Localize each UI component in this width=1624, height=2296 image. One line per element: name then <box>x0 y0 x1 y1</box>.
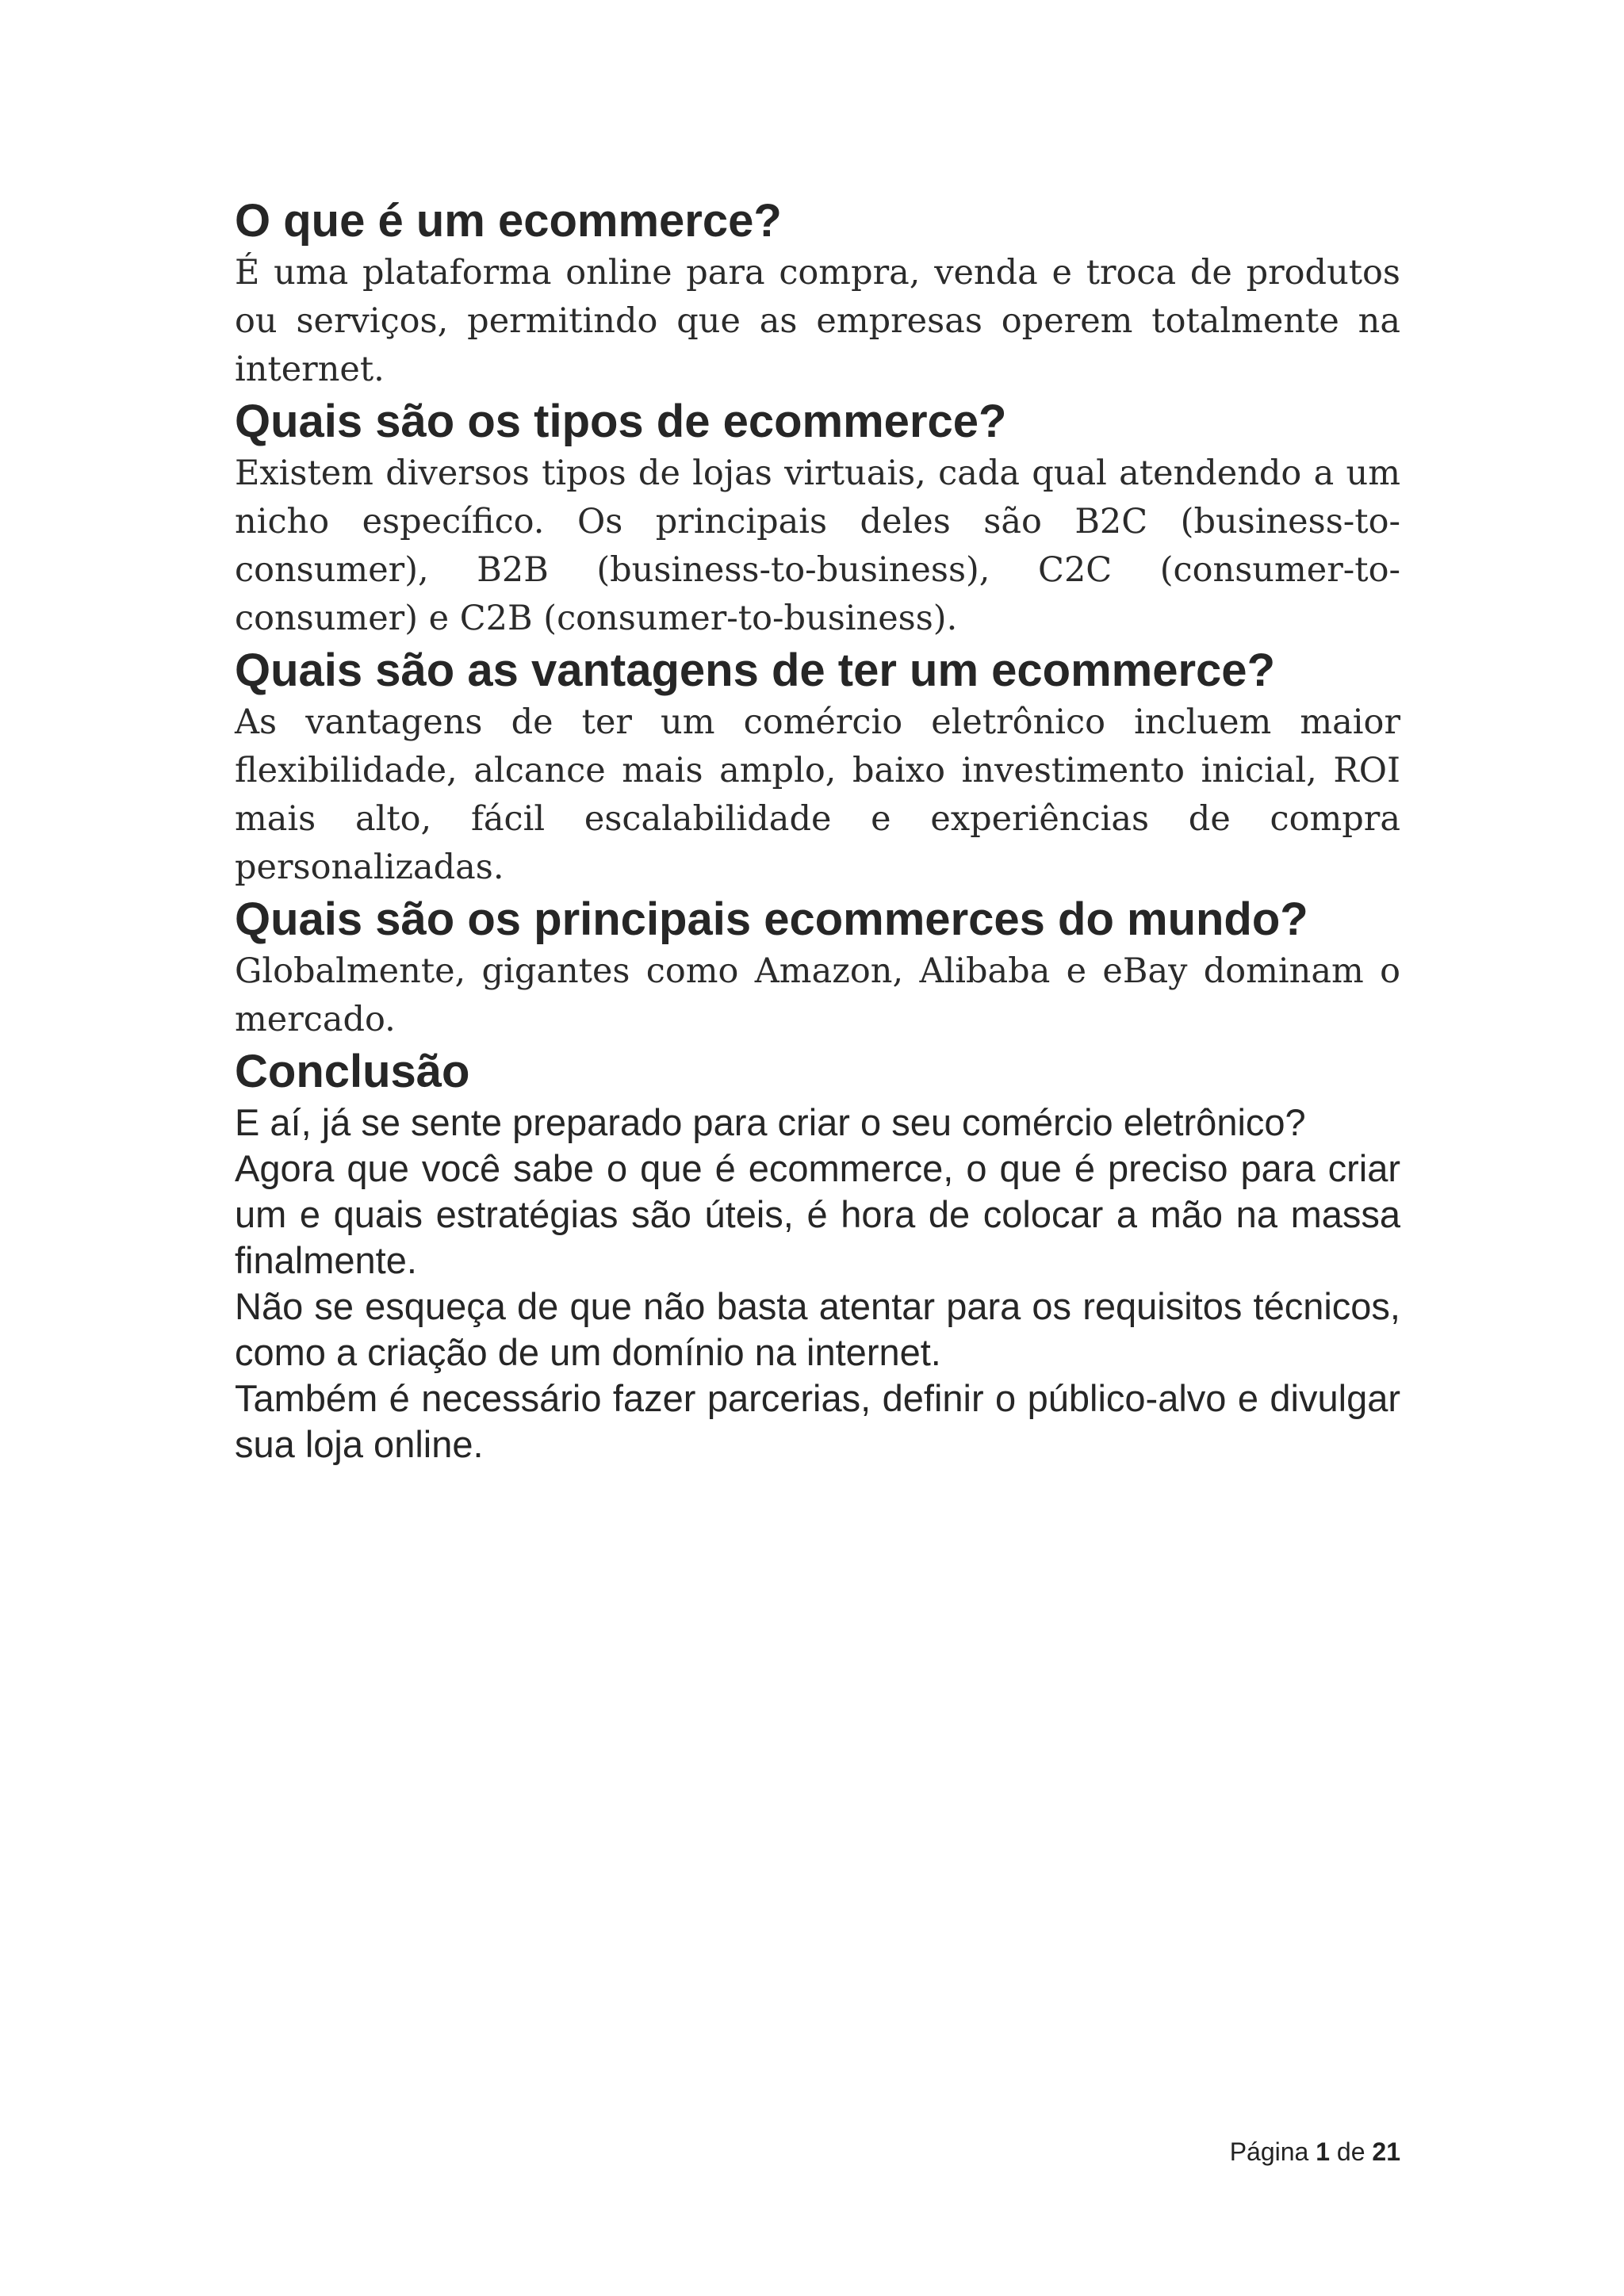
document-content <box>235 193 1400 1468</box>
conclusion-paragraph: Não se esqueça de que não basta atentar para os requisitos técnicos, como a criação de um domínio na internet. <box>235 1285 1400 1373</box>
total-pages-number: 21 <box>1372 2137 1400 2166</box>
section-body-main-ecommerces: Globalmente, gigantes como Amazon, Alibaba e eBay dominam o mercado. <box>235 951 1400 1039</box>
page-label: Página <box>1229 2137 1309 2166</box>
page-number-footer <box>1230 2136 1400 2168</box>
conclusion-heading: Conclusão <box>235 1046 470 1097</box>
section-heading-ecommerce-advantages: Quais são as vantagens de ter um ecommerce? <box>235 645 1275 696</box>
conclusion-paragraph: Também é necessário fazer parcerias, definir o público-alvo e divulgar sua loja online. <box>235 1377 1400 1465</box>
conclusion-paragraph: Agora que você sabe o que é ecommerce, o que é preciso para criar um e quais estratégias são úteis, é hora de colocar a mão na massa finalmente. <box>235 1147 1400 1281</box>
section-heading-ecommerce-types: Quais são os tipos de ecommerce? <box>235 396 1007 447</box>
section-heading-what-is-ecommerce: O que é um ecommerce? <box>235 195 782 247</box>
section-heading-main-ecommerces: Quais são os principais ecommerces do mundo? <box>235 894 1308 945</box>
of-label: de <box>1336 2137 1365 2166</box>
section-body-what-is-ecommerce: É uma plataforma online para compra, venda e troca de produtos ou serviços, permitindo que as empresas operem totalmente na internet. <box>235 253 1400 389</box>
section-body-ecommerce-types: Existem diversos tipos de lojas virtuais, cada qual atendendo a um nicho específico. Os principais deles são B2C (business-to-consumer), B2B (business-to-business), C2C (consumer-to-consumer) e C2B (consumer-to-business). <box>235 453 1400 638</box>
current-page-number: 1 <box>1316 2137 1331 2166</box>
conclusion-paragraph: E aí, já se sente preparado para criar o seu comércio eletrônico? <box>235 1101 1306 1143</box>
section-body-ecommerce-advantages: As vantagens de ter um comércio eletrônico incluem maior flexibilidade, alcance mais amplo, baixo investimento inicial, ROI mais alto, fácil escalabilidade e experiências de compra personalizadas. <box>235 702 1400 887</box>
